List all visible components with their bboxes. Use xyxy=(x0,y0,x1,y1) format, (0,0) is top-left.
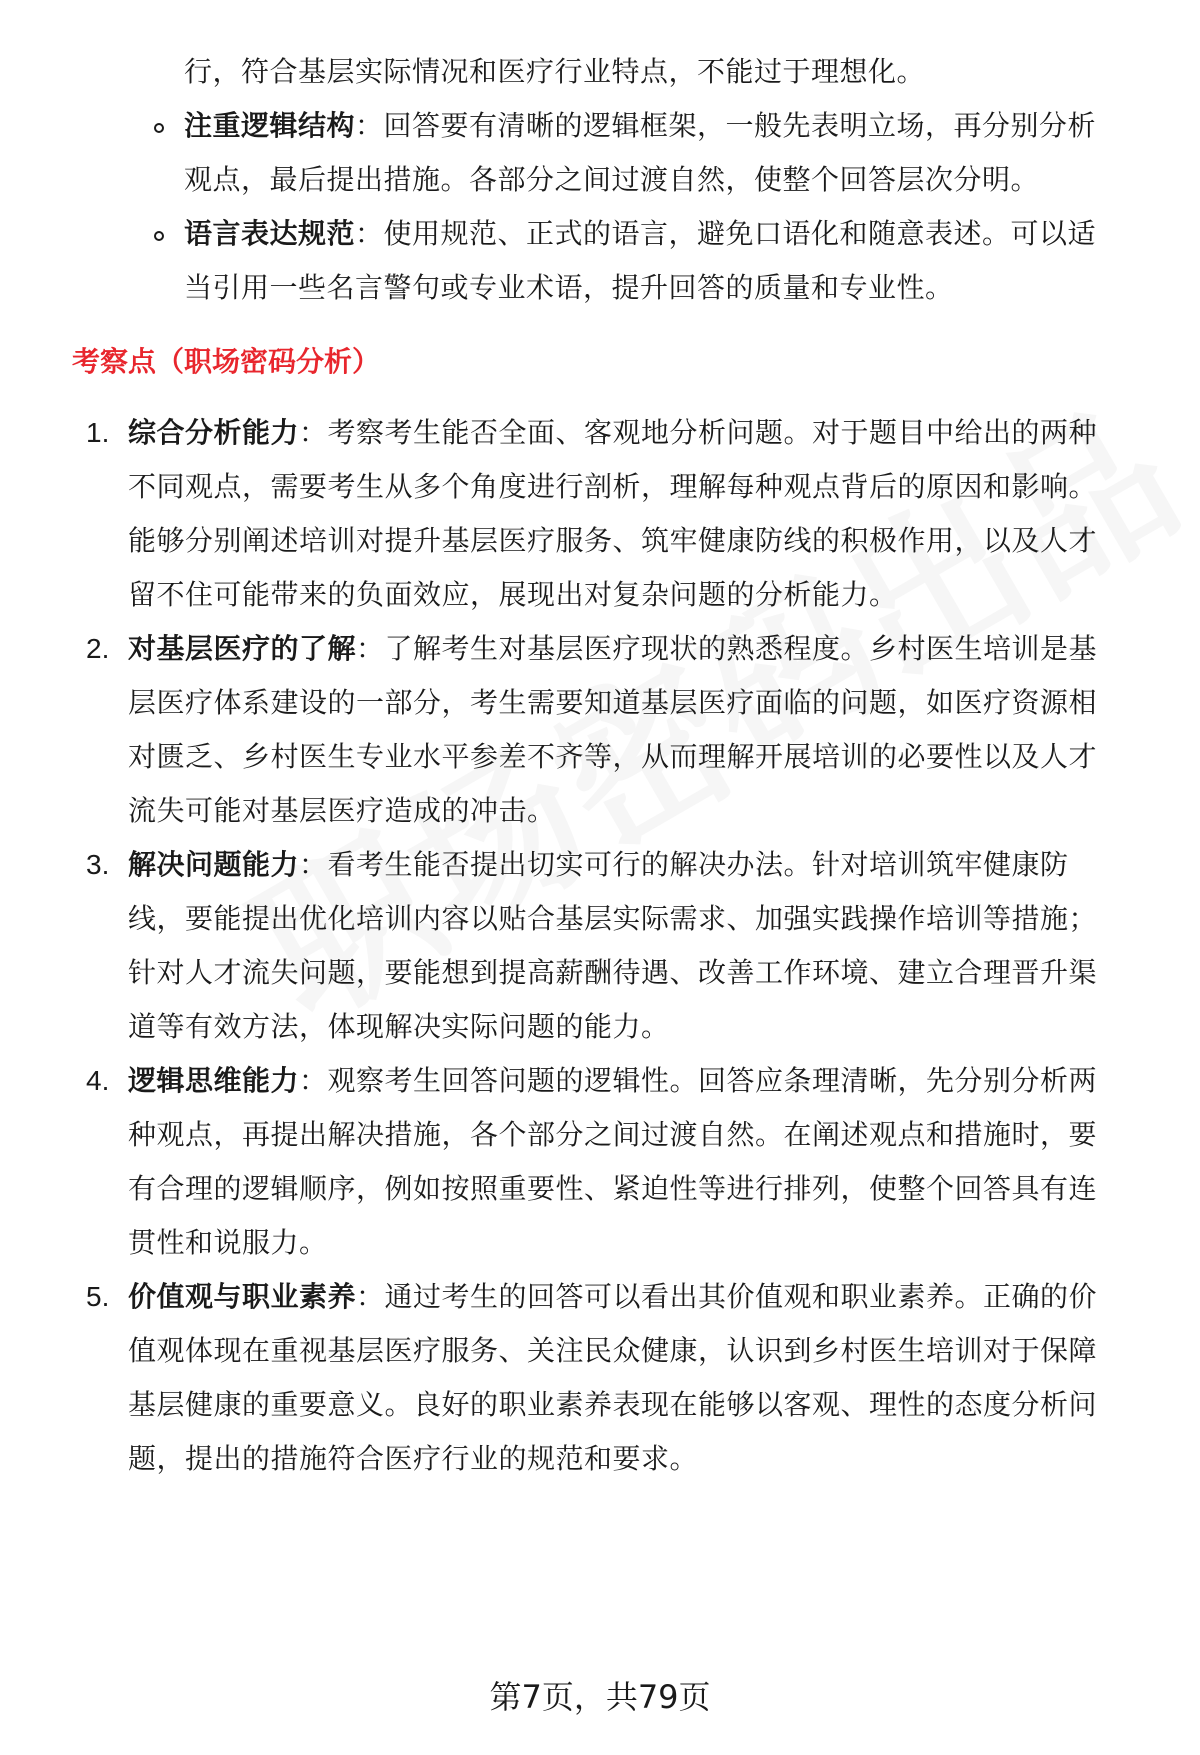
list-item-line: 线，要能提出优化培训内容以贴合基层实际需求、加强实践操作培训等措施； xyxy=(128,902,1098,935)
list-item-title: 逻辑思维能力 xyxy=(128,1064,300,1097)
list-item xyxy=(128,1277,1097,1317)
list-item-text: ：了解考生对基层医疗现状的熟悉程度。乡村医生培训是基 xyxy=(356,632,1098,665)
list-item-line: 针对人才流失问题，要能想到提高薪酬待遇、改善工作环境、建立合理晋升渠 xyxy=(128,956,1098,989)
bullet-text-line: 当引用一些名言警句或专业术语，提升回答的质量和专业性。 xyxy=(184,271,954,304)
list-item-title: 解决问题能力 xyxy=(128,848,300,881)
list-item-line: 题，提出的措施符合医疗行业的规范和要求。 xyxy=(128,1442,699,1475)
page-number: 第7页，共79页 xyxy=(489,1678,711,1716)
list-item-text: ：考察考生能否全面、客观地分析问题。对于题目中给出的两种 xyxy=(299,416,1098,449)
list-number: 4. xyxy=(86,1065,110,1096)
list-item-line: 能够分别阐述培训对提升基层医疗服务、筑牢健康防线的积极作用，以及人才 xyxy=(128,524,1098,557)
list-item-line: 流失可能对基层医疗造成的冲击。 xyxy=(128,794,556,827)
list-number: 3. xyxy=(86,849,110,880)
list-item-line: 贯性和说服力。 xyxy=(128,1226,328,1259)
list-number: 2. xyxy=(86,633,110,664)
list-item xyxy=(128,845,1069,885)
list-item-line: 有合理的逻辑顺序，例如按照重要性、紧迫性等进行排列，使整个回答具有连 xyxy=(128,1172,1098,1205)
list-item-line: 道等有效方法，体现解决实际问题的能力。 xyxy=(128,1010,670,1043)
bullet-text-line: 观点，最后提出措施。各部分之间过渡自然，使整个回答层次分明。 xyxy=(184,163,1040,196)
list-item xyxy=(128,1061,1097,1101)
list-item-line: 层医疗体系建设的一部分，考生需要知道基层医疗面临的问题，如医疗资源相 xyxy=(128,686,1098,719)
list-item xyxy=(128,413,1097,453)
continuation-line: 行，符合基层实际情况和医疗行业特点，不能过于理想化。 xyxy=(184,55,926,88)
list-item xyxy=(128,629,1097,669)
bullet-item xyxy=(184,106,1096,146)
list-item-line: 不同观点，需要考生从多个角度进行剖析，理解每种观点背后的原因和影响。 xyxy=(128,470,1098,503)
list-item-text: ：通过考生的回答可以看出其价值观和职业素养。正确的价 xyxy=(356,1280,1098,1313)
section-heading: 考察点（职场密码分析） xyxy=(72,345,381,378)
list-item-line: 留不住可能带来的负面效应，展现出对复杂问题的分析能力。 xyxy=(128,578,898,611)
bullet-item xyxy=(184,214,1096,254)
list-number: 1. xyxy=(86,417,110,448)
bullet-circle-icon xyxy=(154,231,164,241)
list-item-line: 基层健康的重要意义。良好的职业素养表现在能够以客观、理性的态度分析问 xyxy=(128,1388,1098,1421)
list-item-line: 种观点，再提出解决措施，各个部分之间过渡自然。在阐述观点和措施时，要 xyxy=(128,1118,1098,1151)
list-item-title: 综合分析能力 xyxy=(128,416,300,449)
list-item-text: ：观察考生回答问题的逻辑性。回答应条理清晰，先分别分析两 xyxy=(299,1064,1098,1097)
list-item-title: 对基层医疗的了解 xyxy=(128,632,357,665)
list-item-line: 值观体现在重视基层医疗服务、关注民众健康，认识到乡村医生培训对于保障 xyxy=(128,1334,1098,1367)
list-item-title: 价值观与职业素养 xyxy=(128,1280,357,1313)
list-item-text: ：看考生能否提出切实可行的解决办法。针对培训筑牢健康防 xyxy=(299,848,1069,881)
list-number: 5. xyxy=(86,1281,110,1312)
list-item-line: 对匮乏、乡村医生专业水平参差不齐等，从而理解开展培训的必要性以及人才 xyxy=(128,740,1098,773)
bullet-circle-icon xyxy=(154,123,164,133)
bullet-text: ：使用规范、正式的语言，避免口语化和随意表述。可以适 xyxy=(355,217,1097,250)
bullet-title: 语言表达规范 xyxy=(184,217,356,250)
bullet-title: 注重逻辑结构 xyxy=(184,109,356,142)
bullet-text: ：回答要有清晰的逻辑框架，一般先表明立场，再分别分析 xyxy=(355,109,1097,142)
